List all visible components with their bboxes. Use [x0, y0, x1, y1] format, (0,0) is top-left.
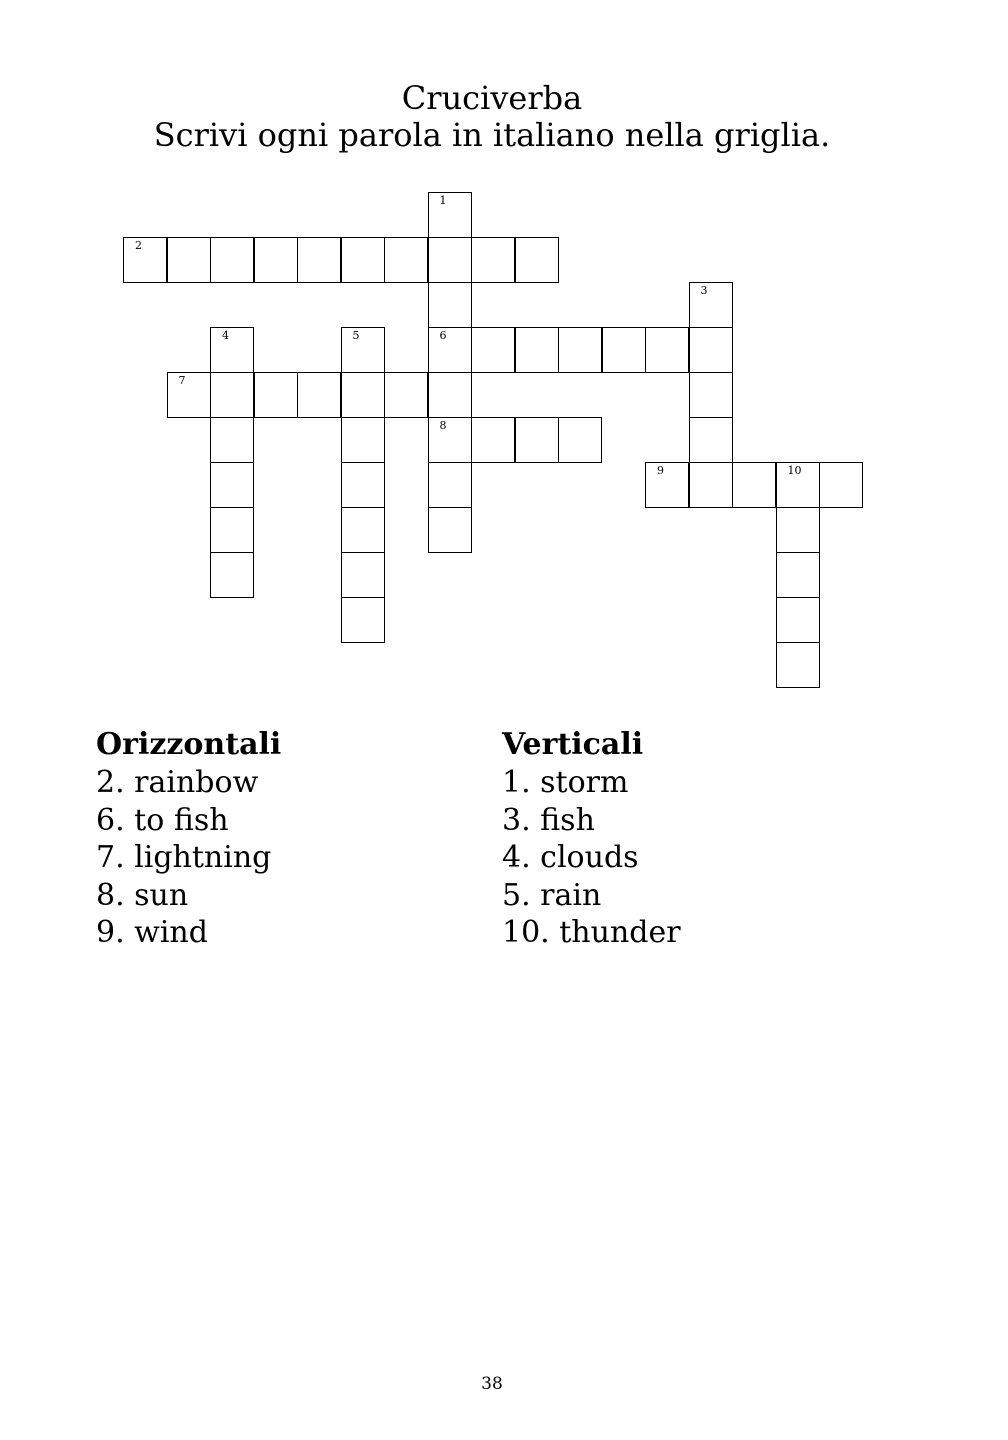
- grid-cell[interactable]: [210, 552, 254, 598]
- down-clue: 10. thunder: [502, 915, 681, 950]
- grid-cell[interactable]: [428, 507, 472, 553]
- grid-cell[interactable]: [297, 237, 341, 283]
- grid-cell[interactable]: [776, 552, 820, 598]
- clue-number: 5: [352, 329, 360, 342]
- grid-cell[interactable]: [341, 462, 385, 508]
- down-clue: 5. rain: [502, 877, 602, 913]
- grid-cell[interactable]: [210, 327, 254, 373]
- down-clue: 1. storm: [502, 765, 629, 800]
- grid-cell[interactable]: [341, 327, 385, 373]
- grid-cell[interactable]: [428, 462, 472, 508]
- down-clues: [502, 726, 681, 952]
- across-clue: 2. rainbow: [96, 765, 259, 800]
- clue-number: 9: [657, 464, 664, 477]
- grid-cell[interactable]: [732, 462, 776, 508]
- grid-cell[interactable]: [428, 372, 472, 418]
- grid-cell[interactable]: [689, 417, 733, 463]
- down-clue: 4. clouds: [502, 840, 639, 875]
- page-number: 38: [481, 1374, 503, 1394]
- grid-cell[interactable]: [428, 417, 472, 463]
- clue-number: 4: [222, 329, 229, 342]
- grid-cell[interactable]: [471, 417, 515, 463]
- grid-cell[interactable]: [471, 327, 515, 373]
- clue-number: 7: [178, 374, 186, 387]
- grid-cell[interactable]: [210, 462, 254, 508]
- clue-number: 6: [439, 329, 447, 342]
- grid-cell[interactable]: [384, 372, 428, 418]
- grid-cell[interactable]: [210, 237, 254, 283]
- grid-cell[interactable]: [776, 642, 820, 688]
- grid-cell[interactable]: [602, 327, 646, 373]
- grid-cell[interactable]: [210, 417, 254, 463]
- grid-cell[interactable]: [297, 372, 341, 418]
- grid-cell[interactable]: [776, 507, 820, 553]
- grid-cell[interactable]: [428, 237, 472, 283]
- across-clue: 8. sun: [96, 877, 189, 913]
- grid-cell[interactable]: [689, 327, 733, 373]
- grid-cell[interactable]: [515, 237, 559, 283]
- grid-cell[interactable]: [558, 417, 602, 463]
- grid-cell[interactable]: [341, 597, 385, 643]
- grid-cell[interactable]: [167, 372, 211, 418]
- clue-number: 10: [787, 464, 802, 477]
- grid-cell[interactable]: [254, 237, 298, 283]
- across-clue: 9. wind: [96, 915, 208, 950]
- grid-cell[interactable]: [123, 237, 167, 283]
- clue-number: 3: [700, 284, 708, 297]
- grid-cell[interactable]: [558, 327, 602, 373]
- across-clue: 7. lightning: [96, 840, 272, 875]
- grid-cell[interactable]: [341, 237, 385, 283]
- grid-cell[interactable]: [428, 327, 472, 373]
- down-clue: 3. fish: [502, 802, 595, 838]
- grid-cell[interactable]: [515, 417, 559, 463]
- grid-cell[interactable]: [428, 192, 472, 238]
- grid-cell[interactable]: [341, 372, 385, 418]
- grid-cell[interactable]: [515, 327, 559, 373]
- grid-cell[interactable]: [341, 507, 385, 553]
- grid-cell[interactable]: [689, 462, 733, 508]
- clue-number: 1: [439, 194, 447, 207]
- grid-cell[interactable]: [167, 237, 211, 283]
- page-title: Cruciverba: [401, 79, 583, 117]
- across-clue: 6. to fish: [96, 802, 229, 838]
- grid-cell[interactable]: [819, 462, 863, 508]
- grid-cell[interactable]: [776, 597, 820, 643]
- grid-cell[interactable]: [471, 237, 515, 283]
- across-clues: [96, 726, 281, 952]
- grid-cell[interactable]: [341, 417, 385, 463]
- clue-number: 2: [135, 239, 142, 252]
- page-instructions: Scrivi ogni parola in italiano nella griglia.: [153, 116, 831, 154]
- grid-cell[interactable]: [341, 552, 385, 598]
- grid-cell[interactable]: [210, 507, 254, 553]
- across-heading: Orizzontali: [96, 727, 282, 762]
- clue-number: 8: [439, 419, 447, 432]
- grid-cell[interactable]: [776, 462, 820, 508]
- grid-cell[interactable]: [689, 372, 733, 418]
- grid-cell[interactable]: [645, 327, 689, 373]
- grid-cell[interactable]: [384, 237, 428, 283]
- grid-cell[interactable]: [210, 372, 254, 418]
- down-heading: Verticali: [502, 727, 644, 762]
- grid-cell[interactable]: [645, 462, 689, 508]
- grid-cell[interactable]: [254, 372, 298, 418]
- grid-cell[interactable]: [428, 282, 472, 328]
- grid-cell[interactable]: [689, 282, 733, 328]
